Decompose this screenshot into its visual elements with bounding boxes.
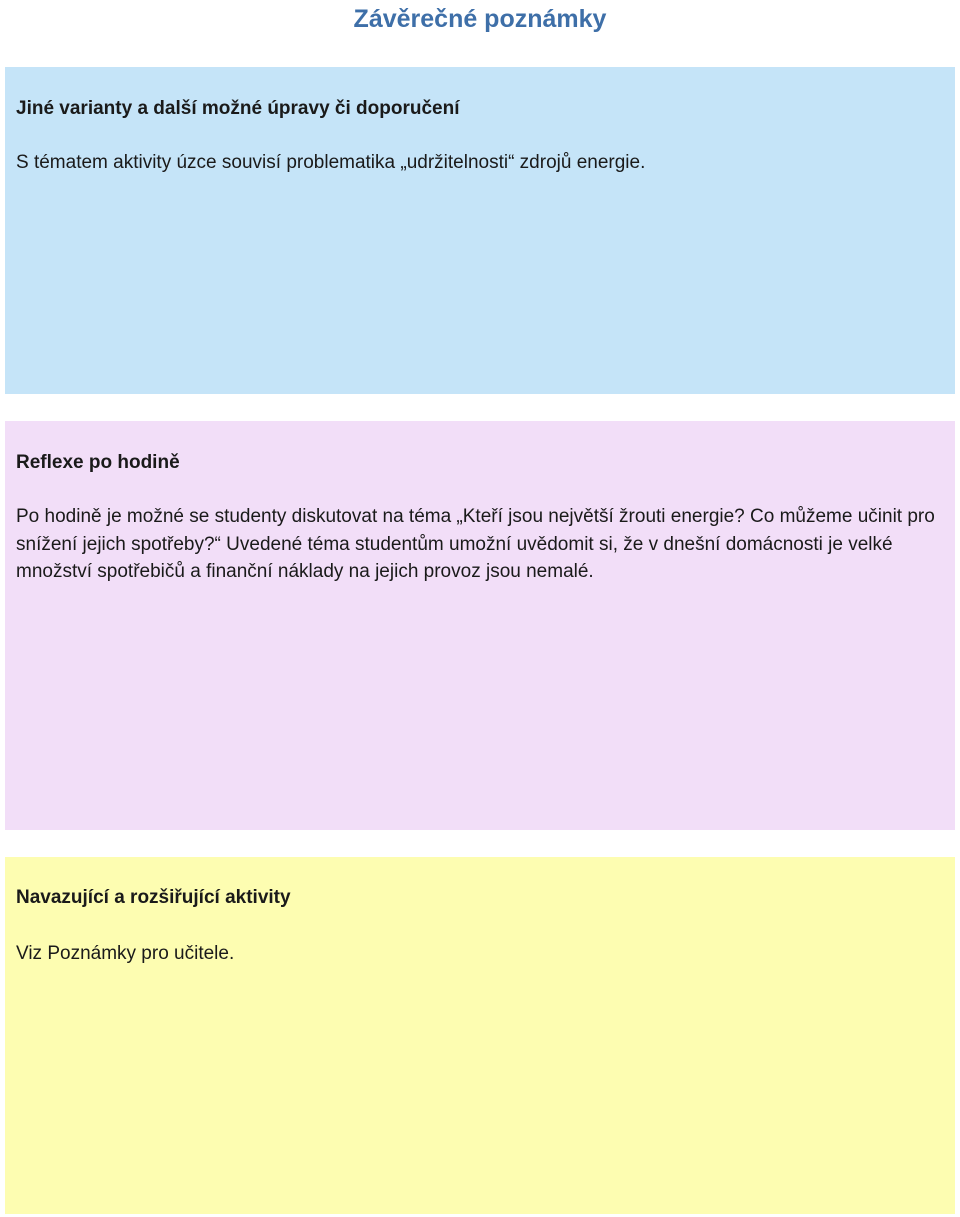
reflection-text: Po hodině je možné se studenty diskutovat na téma „Kteří jsou největší žrouti energie? Co můžeme učinit pro snížení jejich spotřeby?“ Uvedené téma studentům umožní uvědomit si, že v dnešní domácnosti je velké množství spotřebičů a finanční náklady na jejich provoz jsou nemalé. (16, 506, 935, 582)
followup-section (5, 857, 955, 1214)
reflection-heading: Reflexe po hodině (16, 452, 180, 473)
page-title: Závěrečné poznámky (353, 5, 607, 33)
variants-text: S tématem aktivity úzce souvisí problematika „udržitelnosti“ zdrojů energie. (16, 152, 646, 173)
followup-heading: Navazující a rozšiřující aktivity (16, 887, 291, 908)
variants-section (5, 67, 955, 394)
variants-heading: Jiné varianty a další možné úpravy či doporučení (16, 98, 460, 119)
reflection-section (5, 421, 955, 830)
followup-text: Viz Poznámky pro učitele. (16, 943, 235, 964)
